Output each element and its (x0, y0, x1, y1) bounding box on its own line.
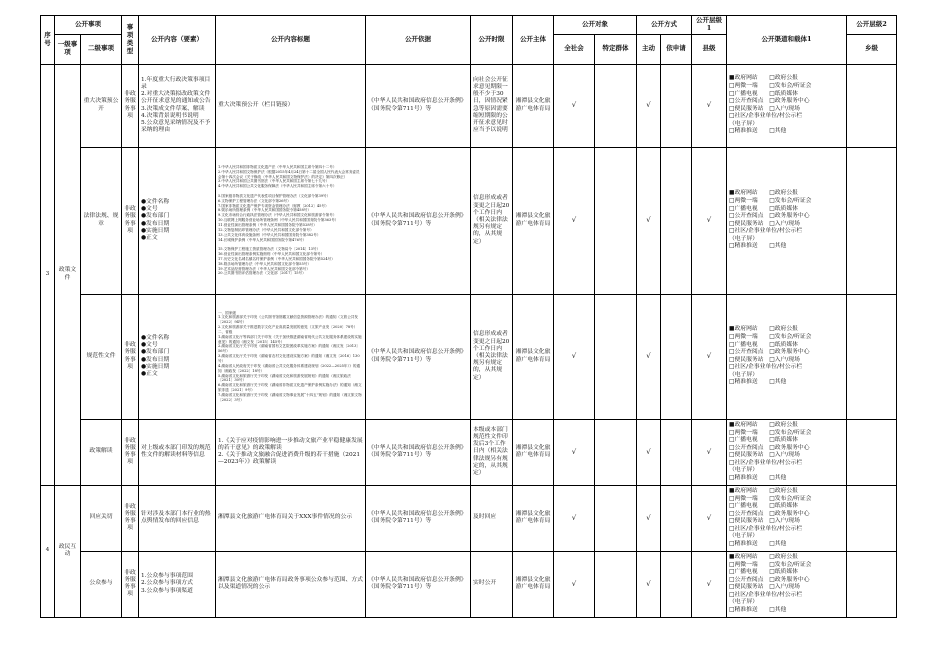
row-specific-group (595, 64, 637, 147)
header-county: 县级 (692, 34, 727, 64)
row-township (847, 147, 897, 294)
header-level-group1: 公开层级1 (692, 16, 727, 35)
row-all-society: √ (554, 551, 595, 617)
row-on-request (661, 485, 692, 551)
row-channels: ■政府网站 □政府公报 □两微一端 □发布会/听证会 □广播电视 □纸质媒体 □公开查阅点 □政务服务中心 □便民服务站 □入户/现场 □社区/企事业单位/村公示栏 （电子屏） □精准推送 □其他 (727, 551, 847, 617)
row-township (847, 485, 897, 551)
row-channels: ■政府网站 □政府公报 □两微一端 □发布会/听证会 □广播电视 □纸质媒体 □公开查阅点 □政务服务中心 □便民服务站 □入户/现场 □社区/企事业单位/村公示栏 （电子屏） □精准推送 □其他 (727, 485, 847, 551)
row-content: ●文件名称 ●文号 ●发布部门 ●发布日期 ●实施日期 ●正文 (139, 294, 216, 419)
row-basis: 《中华人民共和国政府信息公开条例》（国务院令第711号）等 (366, 64, 471, 147)
section-seq: 4 (41, 485, 55, 617)
row-title: 湘潭县文化旅游广电体育局关于XXX事件情况的公示 (216, 485, 366, 551)
row-level2: 政策解读 (81, 419, 122, 485)
header-specific-group: 特定群体 (595, 34, 637, 64)
row-subject: 湘潭县文化旅游广电体育局 (513, 64, 554, 147)
table-row (41, 551, 897, 617)
row-county: √ (692, 64, 727, 147)
row-all-society: √ (554, 485, 595, 551)
row-active: √ (637, 551, 661, 617)
table-row (41, 147, 897, 294)
row-item-type: 非政务服务事项 (122, 64, 139, 147)
row-subject: 湘潭县文化旅游广电体育局 (513, 147, 554, 294)
row-title-fine: 一、国家级 1.文化和旅游部关于印发《公共图书馆馆藏文献信息资源管理办法》的通知（文旅公共发〔2022〕94号） 2.文化和旅游部关于推进数字文化产业高质量发展的意见（文旅产业发〔2020〕78号） 二、省级 1.湖南省文化厅等四部门关于印发《关于加快推进湖南省现代公共文化服务体系建设的实施意见》的通知（湘文发〔2015〕145号） 2.湖南省文化厅关于印发《湖南省国有文艺院团改革实施方案》的通知（湘文发〔2013〕56号） 3.湖南省文化厅关于印发《湖南省农村文化建设实施方案》的通知（湘文发〔2016〕130号） 4.湖南省人民政府关于印发《湖南省公共文化服务体系建设规划（2022—2025年）》的通知（湘政发〔2022〕18号） 5.湖南省文化和旅游厅关于印发《湖南省文化和旅游发展规划》的通知（湘文旅政法〔2021〕30号） 6.湖南省文化和旅游厅关于印发《湖南省非物质文化遗产保护条例实施办法》的通知（湘文旅非遗〔2021〕9号） 7.湖南省文化和旅游厅关于印发《湖南省文物事业发展“十四五”规划》的通知（湘文旅文物〔2022〕3号） (216, 294, 366, 419)
row-specific-group (595, 551, 637, 617)
section-level1: 政策文件 (55, 64, 81, 485)
row-basis: 《中华人民共和国政府信息公开条例》（国务院令第711号）等 (366, 485, 471, 551)
header-time-limit: 公开时限 (471, 16, 513, 65)
row-time-limit: 及时回应 (471, 485, 513, 551)
row-time-limit: 实时公开 (471, 551, 513, 617)
row-level2: 回应关切 (81, 485, 122, 551)
row-level2: 法律法规、规章 (81, 147, 122, 294)
row-specific-group (595, 419, 637, 485)
header-content: 公开内容（要素） (139, 16, 216, 65)
row-county: √ (692, 485, 727, 551)
header-basis: 公开依据 (366, 16, 471, 65)
row-county: √ (692, 294, 727, 419)
row-specific-group (595, 147, 637, 294)
header-channel: 公开渠道和载体1 (727, 16, 847, 65)
row-item-type: 非政务服务事项 (122, 551, 139, 617)
row-subject: 湘潭县文化旅游广电体育局 (513, 485, 554, 551)
row-basis: 《中华人民共和国政府信息公开条例》（国务院令第711号）等 (366, 147, 471, 294)
table-row (41, 485, 897, 551)
row-time-limit: 本级或本部门规范性文件印发后3个工作日内（相关法律法规另有规定的，从其规定） (471, 419, 513, 485)
row-title-fine: 1.中华人民共和国非物质文化遗产法（中华人民共和国主席令第四十二号） 2.中华人民共和国文物保护法（根据2015年4月24日第十二届全国人民代表大会常务委员会第十四次会议《关于修改〈中华人民共和国文物保护法〉的决定》第四次修正） 3.中华人民共和国公共图书馆法（中华人民共和国主席令第七十九号） 4.中华人民共和国公共文化服务保障法（中华人民共和国主席令第六十号） 5.国家级非物质文化遗产代表性项目保护管理办法（文化部令第39号） 6.文物保护工程管理办法（文化部令第26号） 7.国家非物质文化遗产保护专项资金管理办法（财教〔2012〕45号） 8.娱乐场所管理条例（中华人民共和国国务院令第458号） 9.文化市场综合行政执法管理办法（中华人民共和国文化和旅游部令第号） 10.互联网上网服务营业场所管理条例（中华人民共和国国务院令第363号） 11.营业性演出管理条例（中华人民共和国国务院令第528号） 12.文物复制拓印管理办法（中华人民共和国文化部令第号） 13.公共文化体育设施条例（中华人民共和国国务院令第382号） 14.长城保护条例（中华人民共和国国务院令第476号） 15.文物保护工程施工资质管理办法（文物局令〔2014〕13号） 16.营业性演出管理条例实施细则（中华人民共和国文化部令第号） 17.历史文化名城名镇名村保护条例（中华人民共和国国务院令第524号） 18.娱乐场所管理办法（中华人民共和国文化部令第55号） 19.艺术品经营管理办法（中华人民共和国文化部令第号） 20.公共图书馆评估管理办法（文化部〔2017〕15号） (216, 147, 366, 294)
table-row (41, 419, 897, 485)
row-active: √ (637, 485, 661, 551)
row-all-society: √ (554, 294, 595, 419)
section-seq: 3 (41, 64, 55, 485)
row-basis: 《中华人民共和国政府信息公开条例》（国务院令第711号）等 (366, 419, 471, 485)
row-level2: 规范性文件 (81, 294, 122, 419)
row-level2: 重大决策预公开 (81, 64, 122, 147)
row-county: √ (692, 147, 727, 294)
header-level1: 一级事项 (55, 34, 81, 64)
header-on-request: 依申请 (661, 34, 692, 64)
row-township (847, 419, 897, 485)
row-channels: ■政府网站 □政府公报 □两微一端 □发布会/听证会 □广播电视 □纸质媒体 □公开查阅点 □政务服务中心 □便民服务站 □入户/现场 □社区/企事业单位/村公示栏 （电子屏） □精准推送 □其他 (727, 147, 847, 294)
row-all-society: √ (554, 147, 595, 294)
row-item-type: 非政务服务事项 (122, 147, 139, 294)
row-active: √ (637, 64, 661, 147)
row-title: 重大决策预公开（栏目链接） (216, 64, 366, 147)
row-channels: ■政府网站 □政府公报 □两微一端 □发布会/听证会 □广播电视 □纸质媒体 □公开查阅点 □政务服务中心 □便民服务站 □入户/现场 □社区/企事业单位/村公示栏 （电子屏） □精准推送 □其他 (727, 64, 847, 147)
table-row (41, 294, 897, 419)
row-content: 1.年度重大行政决策事项目录 2.对重大决策拟改政策文件公开征求意见的通知或公告 3.决策成文件草案、解读 4.决策背景说明书说明 5.公众意见采纳情况及不予采纳的理由 (139, 64, 216, 147)
header-seq: 序号 (41, 16, 55, 65)
table-row (41, 64, 897, 147)
row-township (847, 294, 897, 419)
row-time-limit: 信息形成或者变更之日起20个工作日内（相关法律法规另有规定的，从其规定） (471, 294, 513, 419)
header-township: 乡级 (847, 34, 897, 64)
row-township (847, 551, 897, 617)
row-all-society: √ (554, 419, 595, 485)
section-level1: 政民互动 (55, 485, 81, 617)
row-time-limit: 信息形成或者变更之日起20个工作日内（相关法律法规另有规定的，从其规定） (471, 147, 513, 294)
row-subject: 湘潭县文化旅游广电体育局 (513, 419, 554, 485)
row-specific-group (595, 485, 637, 551)
row-channels: ■政府网站 □政府公报 □两微一端 □发布会/听证会 □广播电视 □纸质媒体 □公开查阅点 □政务服务中心 □便民服务站 □入户/现场 □社区/企事业单位/村公示栏 （电子屏） □精准推送 □其他 (727, 294, 847, 419)
row-on-request (661, 294, 692, 419)
row-time-limit: 向社会公开征求意见期限一般不少于30日，因情况紧急等原因需要缩短期限的公开征求意见时应当予以说明 (471, 64, 513, 147)
row-content: 1.公众参与事项范围 2.公众参与事项方式 3.公众参与事项渠道 (139, 551, 216, 617)
row-specific-group (595, 294, 637, 419)
row-channels: ■政府网站 □政府公报 □两微一端 □发布会/听证会 □广播电视 □纸质媒体 □公开查阅点 □政务服务中心 □便民服务站 □入户/现场 □社区/企事业单位/村公示栏 （电子屏） □精准推送 □其他 (727, 419, 847, 485)
row-on-request (661, 419, 692, 485)
row-content: 对上级或本部门印发的规范性文件的解读材料等信息 (139, 419, 216, 485)
header-title: 公开内容标题 (216, 16, 366, 65)
row-on-request (661, 147, 692, 294)
header-audience: 公开对象 (554, 16, 637, 35)
header-level-group2: 公开层级2 (847, 16, 897, 35)
row-level2: 公众参与 (81, 551, 122, 617)
row-basis: 《中华人民共和国政府信息公开条例》（国务院令第711号）等 (366, 551, 471, 617)
row-county: √ (692, 419, 727, 485)
header-level2: 二级事项 (81, 34, 122, 64)
header-all-society: 全社会 (554, 34, 595, 64)
row-item-type: 非政务服务事项 (122, 485, 139, 551)
row-content: ●文件名称 ●文号 ●发布部门 ●发布日期 ●实施日期 ●正文 (139, 147, 216, 294)
row-township (847, 64, 897, 147)
row-subject: 湘潭县文化旅游广电体育局 (513, 294, 554, 419)
row-subject: 湘潭县文化旅游广电体育局 (513, 551, 554, 617)
row-basis: 《中华人民共和国政府信息公开条例》（国务院令第711号）等 (366, 294, 471, 419)
row-item-type: 非政务服务事项 (122, 294, 139, 419)
header-method: 公开方式 (637, 16, 692, 35)
header-active: 主动 (637, 34, 661, 64)
row-item-type: 非政务服务事项 (122, 419, 139, 485)
disclosure-table (40, 15, 897, 618)
disclosure-table-sheet (40, 15, 896, 618)
row-content: 针对涉及本部门本行业的热点舆情发布的回应信息 (139, 485, 216, 551)
header-item-type: 事项类型 (122, 16, 139, 65)
row-title: 湘潭县文化旅游广电体育局政务事项公众参与范围、方式以及渠道情况的公示 (216, 551, 366, 617)
row-county: √ (692, 551, 727, 617)
header-subject: 公开主体 (513, 16, 554, 65)
row-active: √ (637, 419, 661, 485)
header-category: 公开事项 (55, 16, 122, 35)
row-active: √ (637, 294, 661, 419)
row-on-request (661, 551, 692, 617)
row-all-society: √ (554, 64, 595, 147)
row-on-request (661, 64, 692, 147)
row-title: 1.《关于应对疫情影响进一步推动文旅产业平稳健康发展的若干意见》的政策解读 2.《关于推动文旅融合促进消费升级的若干措施（2021—2023年）》政策解读 (216, 419, 366, 485)
row-active: √ (637, 147, 661, 294)
